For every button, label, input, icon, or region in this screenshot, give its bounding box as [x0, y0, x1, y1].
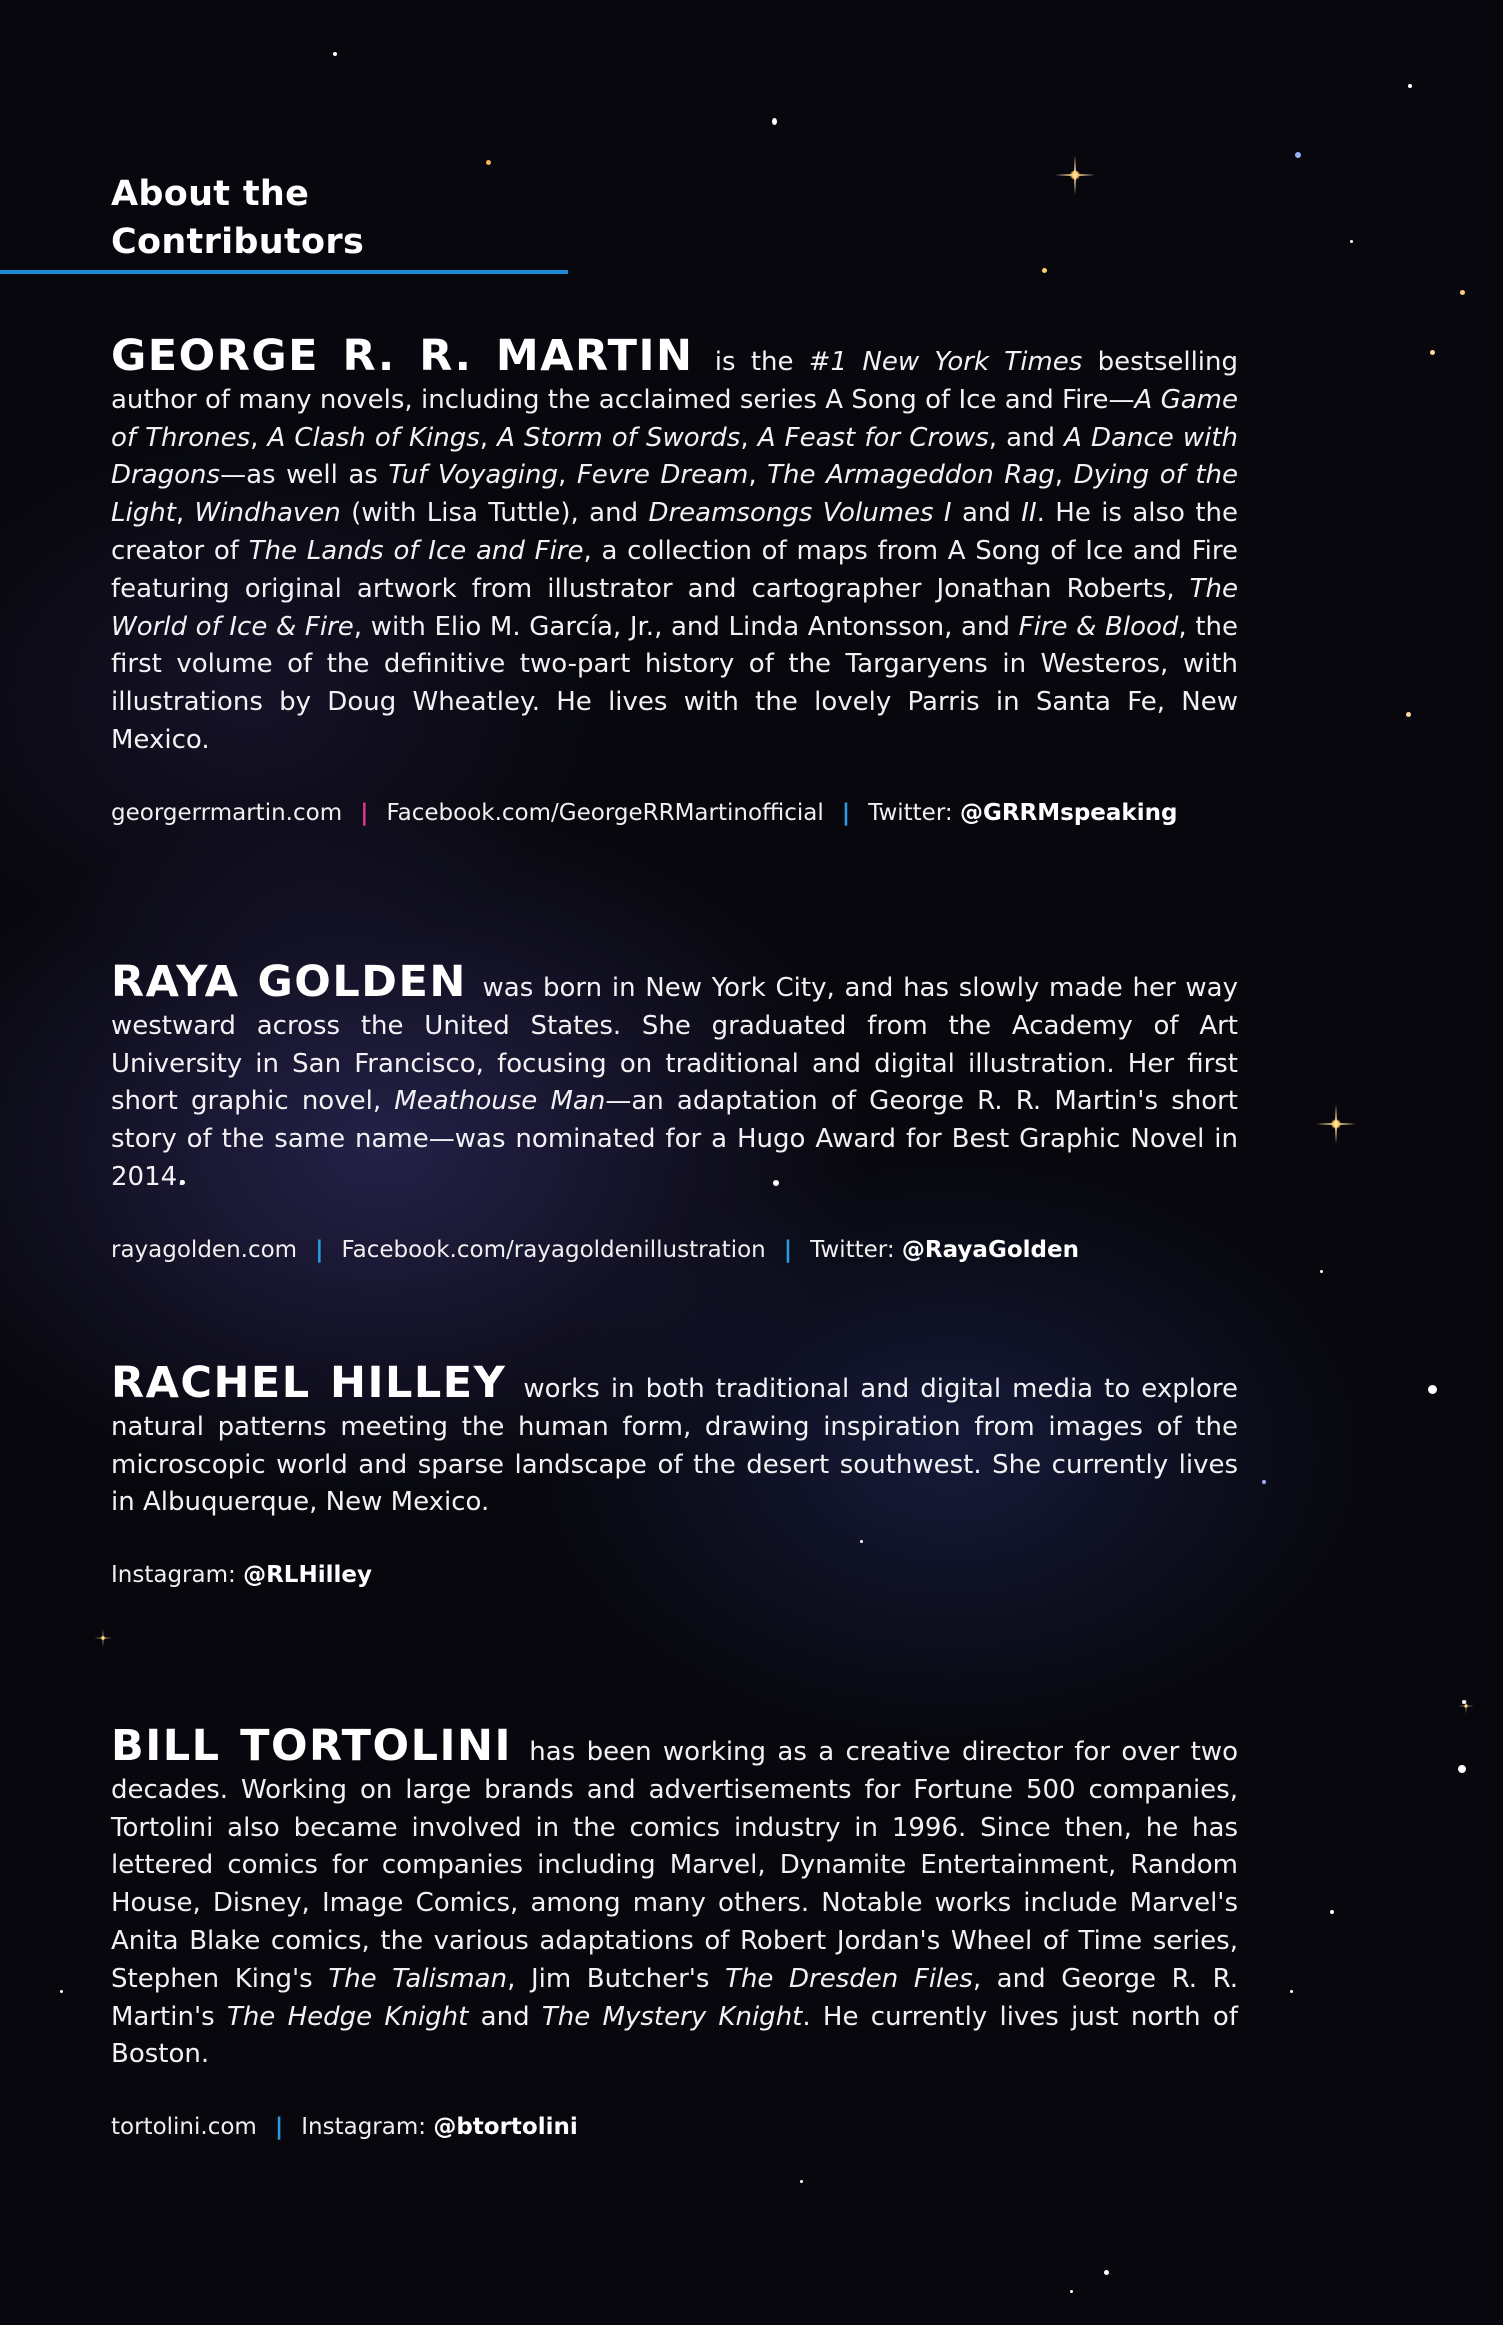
- contributor-link: Instagram:: [301, 2114, 434, 2141]
- contributor-bio: [111, 1721, 1239, 2074]
- star: [1330, 1910, 1334, 1914]
- bio-text: [111, 347, 1238, 755]
- italic-title: #1 New York Times: [808, 347, 1083, 377]
- social-handle[interactable]: @RayaGolden: [901, 1236, 1079, 1263]
- star: [800, 2180, 803, 2183]
- star: [1428, 1385, 1437, 1394]
- bio-segment: , Jim Butcher's: [507, 1963, 726, 1994]
- contributor-name: GEORGE R. R. MARTIN: [111, 331, 694, 381]
- contributor-name: RACHEL HILLEY: [111, 1358, 507, 1408]
- bio-segment: bestselling author of many novels, including the acclaimed series A Song of Ice and Fire—: [111, 347, 1239, 415]
- contributor-bio: [111, 331, 1239, 760]
- star: [772, 118, 777, 125]
- contributor-link[interactable]: tortolini.com: [111, 2114, 257, 2141]
- bio-segment: and: [468, 2001, 542, 2032]
- star: [1406, 712, 1411, 717]
- star-flare: [1316, 1104, 1356, 1144]
- contributor-name: BILL TORTOLINI: [111, 1721, 512, 1771]
- social-handle[interactable]: @GRRMspeaking: [959, 799, 1178, 826]
- bio-segment: —as well as: [220, 460, 389, 491]
- italic-title: The Armageddon Rag: [767, 460, 1055, 491]
- italic-title: The Dresden Files: [725, 1963, 973, 1994]
- italic-title: A Game of Thrones: [111, 384, 1238, 453]
- star-flare: [1055, 155, 1095, 195]
- contributor-george-r-r-martin: [111, 331, 1239, 826]
- star: [60, 1990, 63, 1993]
- social-handle[interactable]: @RLHilley: [243, 1562, 372, 1589]
- italic-title: The World of Ice & Fire: [111, 573, 1238, 642]
- contributor-links: [111, 1562, 1238, 1588]
- contributor-links: [111, 800, 1238, 826]
- italic-title: Windhaven: [194, 498, 341, 529]
- link-separator: |: [274, 2114, 284, 2141]
- link-separator: |: [360, 799, 369, 826]
- contributor-link[interactable]: Facebook.com/rayagoldenillustration: [341, 1236, 766, 1263]
- italic-title: A Clash of Kings: [267, 422, 480, 453]
- link-separator: |: [315, 1236, 324, 1263]
- italic-title: The Lands of Ice and Fire: [248, 535, 584, 566]
- star: [1460, 290, 1465, 295]
- italic-title: Meathouse Man: [394, 1086, 606, 1117]
- contributor-links: [111, 2114, 1238, 2140]
- italic-title: Tuf Voyaging: [388, 460, 559, 491]
- bio-segment: , the first volume of the definitive two-part history of the Targaryens in Westeros, with illustrations by Doug Wheatley. He lives with the lovely Parris in Santa Fe, New Mexico.: [111, 611, 1239, 755]
- bio-segment: ,: [479, 422, 498, 453]
- star: [1408, 84, 1412, 88]
- italic-title: Fevre Dream: [576, 460, 749, 491]
- bio-segment: has been working as a creative director for over two decades. Working on large brands and advertisements for Fortune 500 companies, Tortolini also became involved in the comics industry in 1996. Since then, he has lettered comics for companies including Marvel, Dynamite Entertainment, Random House, Disney, Image Comics, among many others. Notable works include Marvel's Anita Blake comics, the various adaptations of Robert Jordan's Wheel of Time series, Stephen King's: [111, 1737, 1239, 1994]
- italic-title: Fire & Blood: [1018, 611, 1179, 642]
- bio-segment: —an adaptation of George R. R. Martin's short story of the same name—was nominated for a Hugo Award for Best Graphic Novel in 2014.: [111, 1086, 1239, 1192]
- star: [1295, 152, 1301, 158]
- bio-text: [111, 1737, 1238, 2069]
- star: [1350, 240, 1353, 243]
- link-separator: |: [841, 799, 851, 826]
- italic-title: A Storm of Swords: [497, 422, 741, 453]
- social-handle[interactable]: @btortolini: [433, 2114, 578, 2141]
- bio-segment: ,: [250, 422, 268, 453]
- star: [333, 52, 337, 56]
- contributor-raya-golden: [111, 957, 1239, 1263]
- italic-title: A Feast for Crows: [757, 422, 989, 453]
- contributor-name: RAYA GOLDEN: [111, 957, 467, 1007]
- contributor-link[interactable]: rayagolden.com: [111, 1236, 298, 1263]
- bio-segment: ,: [558, 460, 577, 491]
- italic-title: Dying of the Light: [111, 460, 1238, 529]
- italic-title: The Mystery Knight: [541, 2001, 803, 2032]
- page-title: About the Contributors: [111, 174, 365, 262]
- star: [1320, 1270, 1323, 1273]
- section-heading: [0, 170, 568, 274]
- bio-segment: and: [951, 498, 1022, 529]
- italic-title: Dreamsongs Volumes I: [648, 498, 952, 529]
- bio-segment: (with Lisa Tuttle), and: [340, 498, 649, 529]
- star: [1042, 268, 1047, 273]
- star-flare: [94, 1629, 112, 1647]
- italic-title: A Dance with Dragons: [111, 422, 1239, 491]
- contributor-bill-tortolini: [111, 1721, 1239, 2141]
- bio-segment: works in both traditional and digital media to explore natural patterns meeting the human form, drawing inspiration from images of the microscopic world and sparse landscape of the desert southwest. She currently lives in Albuquerque, New Mexico.: [111, 1374, 1238, 1518]
- star: [1458, 1765, 1466, 1773]
- star: [1290, 1990, 1293, 1993]
- heading-underline: [0, 270, 568, 274]
- contributor-link: Instagram:: [111, 1562, 244, 1589]
- star-flare: [1458, 1698, 1474, 1714]
- contributor-bio: [111, 1358, 1238, 1522]
- bio-segment: ,: [748, 460, 768, 491]
- italic-title: The Hedge Knight: [226, 2001, 469, 2032]
- bio-segment: ,: [740, 422, 758, 453]
- contributor-bio: [111, 957, 1239, 1197]
- contributor-link[interactable]: Facebook.com/GeorgeRRMartinofficial: [386, 799, 824, 826]
- bio-segment: . He is also the creator of: [111, 498, 1239, 566]
- bio-segment: , with Elio M. García, Jr., and Linda Antonsson, and: [353, 611, 1019, 642]
- bio-segment: ,: [175, 498, 195, 529]
- bio-segment: , and: [988, 422, 1065, 453]
- bio-segment: is the: [699, 347, 809, 377]
- bio-segment: . He currently lives just north of Boston.: [111, 2001, 1238, 2070]
- bio-segment: was born in New York City, and has slowly made her way westward across the United States. She graduated from the Academy of Art University in San Francisco, focusing on traditional and digital illustration. Her first short graphic novel,: [111, 973, 1238, 1117]
- star: [486, 160, 491, 165]
- star: [1070, 2290, 1073, 2293]
- bio-segment: ,: [1054, 460, 1074, 491]
- bio-segment: , and George R. R. Martin's: [111, 1963, 1238, 2032]
- star: [1104, 2270, 1109, 2275]
- contributor-rachel-hilley: [111, 1358, 1238, 1589]
- contributor-links: [111, 1237, 1238, 1263]
- star: [1430, 350, 1435, 355]
- italic-title: The Talisman: [328, 1963, 508, 1994]
- contributor-link[interactable]: georgerrmartin.com: [111, 799, 343, 826]
- contributor-link: Twitter:: [868, 799, 960, 826]
- link-separator: |: [783, 1236, 793, 1263]
- contributor-link: Twitter:: [810, 1236, 902, 1263]
- bio-segment: , a collection of maps from A Song of Ice and Fire featuring original artwork from illustrator and cartographer Jonathan Roberts,: [111, 535, 1238, 604]
- star: [1262, 1480, 1266, 1484]
- italic-title: II: [1021, 498, 1037, 529]
